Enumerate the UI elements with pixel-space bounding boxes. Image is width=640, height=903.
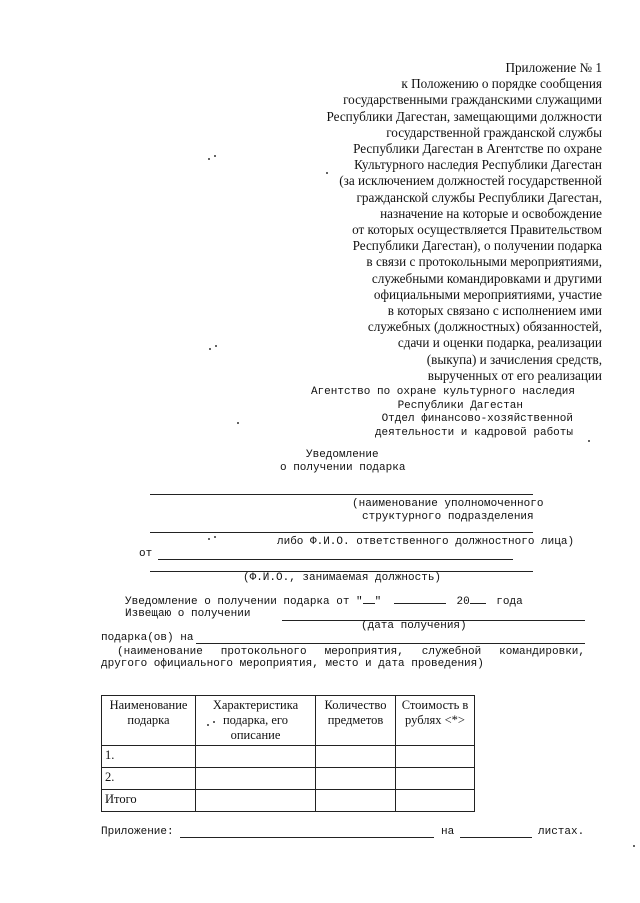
table-cell[interactable] bbox=[316, 746, 396, 768]
notice-date-text: Уведомление о получении подарка от " bbox=[125, 596, 363, 608]
appendix-line: Республики Дагестан, замещающими должности bbox=[326, 108, 602, 124]
agency-block bbox=[255, 386, 575, 440]
scan-speck bbox=[207, 724, 209, 726]
year-word: года bbox=[496, 596, 523, 608]
table-cell[interactable] bbox=[396, 790, 475, 812]
from-line bbox=[158, 559, 513, 560]
recipient-hint-2: структурного подразделения bbox=[362, 511, 534, 523]
month-blank bbox=[394, 603, 446, 604]
scan-speck bbox=[209, 348, 211, 350]
appendix-line: назначение на которые и освобождение bbox=[380, 205, 602, 221]
scan-speck bbox=[208, 158, 210, 160]
table-cell[interactable] bbox=[196, 790, 316, 812]
table-cell[interactable] bbox=[396, 746, 475, 768]
scan-speck bbox=[208, 538, 210, 540]
table-cell[interactable] bbox=[196, 768, 316, 790]
table-cell[interactable] bbox=[196, 746, 316, 768]
scan-speck bbox=[633, 845, 635, 847]
appendix-line: официальными мероприятиями, участие bbox=[373, 286, 602, 302]
scan-speck bbox=[213, 721, 215, 723]
appendix-header bbox=[282, 60, 602, 384]
received-date-hint: (дата получения) bbox=[361, 620, 467, 632]
appendix-line: (за исключением должностей государственной bbox=[339, 173, 602, 189]
appendix-line: Республики Дагестан в Агентстве по охране bbox=[353, 141, 602, 157]
appendix-line: гражданской службы Республики Дагестан, bbox=[356, 189, 602, 205]
year-prefix: 20 bbox=[456, 596, 470, 608]
attachment-label: Приложение: bbox=[101, 826, 174, 838]
header-text: Наименование bbox=[109, 698, 188, 712]
gift-table bbox=[101, 695, 475, 812]
header-text: описание bbox=[230, 728, 281, 742]
recipient-name-line bbox=[150, 494, 533, 495]
agency-line: деятельности и кадровой работы bbox=[374, 426, 573, 439]
appendix-line: в связи с протокольными мероприятиями, bbox=[366, 254, 602, 270]
from-label: от bbox=[139, 548, 153, 560]
agency-line: Республики Дагестан bbox=[397, 399, 523, 412]
recipient-hint-3: либо Ф.И.О. ответственного должностного лица) bbox=[277, 536, 575, 548]
appendix-line: сдачи и оценки подарка, реализации bbox=[397, 335, 602, 351]
table-cell[interactable] bbox=[316, 790, 396, 812]
day-blank bbox=[363, 603, 375, 604]
appendix-line: Республики Дагестан), о получении подарка bbox=[352, 238, 602, 254]
scan-speck bbox=[237, 422, 239, 424]
year-blank bbox=[470, 603, 486, 604]
recipient-hint-1: (наименование уполномоченного bbox=[352, 498, 544, 510]
sheets-count-line bbox=[460, 837, 532, 838]
table-row bbox=[102, 768, 475, 790]
header-text: Количество bbox=[324, 698, 387, 712]
table-cell[interactable] bbox=[396, 768, 475, 790]
scan-speck bbox=[215, 345, 217, 347]
header-text: рублях <*> bbox=[405, 713, 465, 727]
table-cell[interactable]: Итого bbox=[102, 790, 196, 812]
appendix-line: в которых связано с исполнением ими bbox=[387, 303, 602, 319]
event-line bbox=[196, 643, 585, 644]
header-quantity bbox=[316, 696, 396, 746]
header-text: Характеристика bbox=[212, 698, 299, 712]
appendix-line: вырученных от его реализации bbox=[427, 367, 602, 383]
scan-speck bbox=[588, 440, 590, 442]
agency-line: Отдел финансово-хозяйственной bbox=[381, 413, 573, 426]
recipient-name-line-2 bbox=[150, 532, 533, 533]
appendix-line: к Положению о порядке сообщения bbox=[401, 76, 602, 92]
scan-speck bbox=[326, 172, 328, 174]
event-hint-1: (наименование протокольного мероприятия, служебной командировки, bbox=[117, 646, 585, 658]
attachment-line bbox=[180, 837, 434, 838]
table-row bbox=[102, 746, 475, 768]
on-label: на bbox=[441, 826, 455, 838]
scan-speck bbox=[214, 155, 216, 157]
table-header-row bbox=[102, 696, 475, 746]
table-cell[interactable] bbox=[316, 768, 396, 790]
table-cell[interactable]: 2. bbox=[102, 768, 196, 790]
received-label: Извещаю о получении bbox=[125, 608, 251, 620]
appendix-line: Культурного наследия Республики Дагестан bbox=[354, 157, 602, 173]
appendix-line: от которых осуществляется Правительством bbox=[352, 222, 602, 238]
appendix-line: Приложение № 1 bbox=[505, 60, 602, 75]
header-gift-name bbox=[102, 696, 196, 746]
appendix-line: (выкупа) и зачисления средств, bbox=[426, 351, 602, 367]
table-cell[interactable]: 1. bbox=[102, 746, 196, 768]
quote-mark: " bbox=[374, 596, 382, 608]
header-text: Стоимость в bbox=[401, 698, 469, 712]
scan-speck bbox=[214, 536, 216, 538]
appendix-line: государственной гражданской службы bbox=[386, 124, 602, 140]
header-cost bbox=[396, 696, 475, 746]
event-hint-2: другого официального мероприятия, место и дата проведения) bbox=[101, 658, 484, 670]
sheets-label: листах. bbox=[538, 826, 585, 838]
gifts-on-label: подарка(ов) на bbox=[101, 632, 194, 644]
notice-subtitle: о получении подарка bbox=[280, 462, 406, 474]
header-text: подарка, его bbox=[222, 713, 289, 727]
appendix-line: государственными гражданскими служащими bbox=[343, 92, 602, 108]
header-text: подарка bbox=[127, 713, 170, 727]
notice-title: Уведомление bbox=[306, 449, 379, 461]
position-hint: (Ф.И.О., занимаемая должность) bbox=[243, 572, 442, 584]
appendix-line: служебными командировками и другими bbox=[371, 270, 602, 286]
appendix-line: служебных (должностных) обязанностей, bbox=[367, 319, 602, 335]
header-text: предметов bbox=[327, 713, 384, 727]
table-row-total bbox=[102, 790, 475, 812]
agency-line: Агентство по охране культурного наследия bbox=[310, 386, 575, 398]
